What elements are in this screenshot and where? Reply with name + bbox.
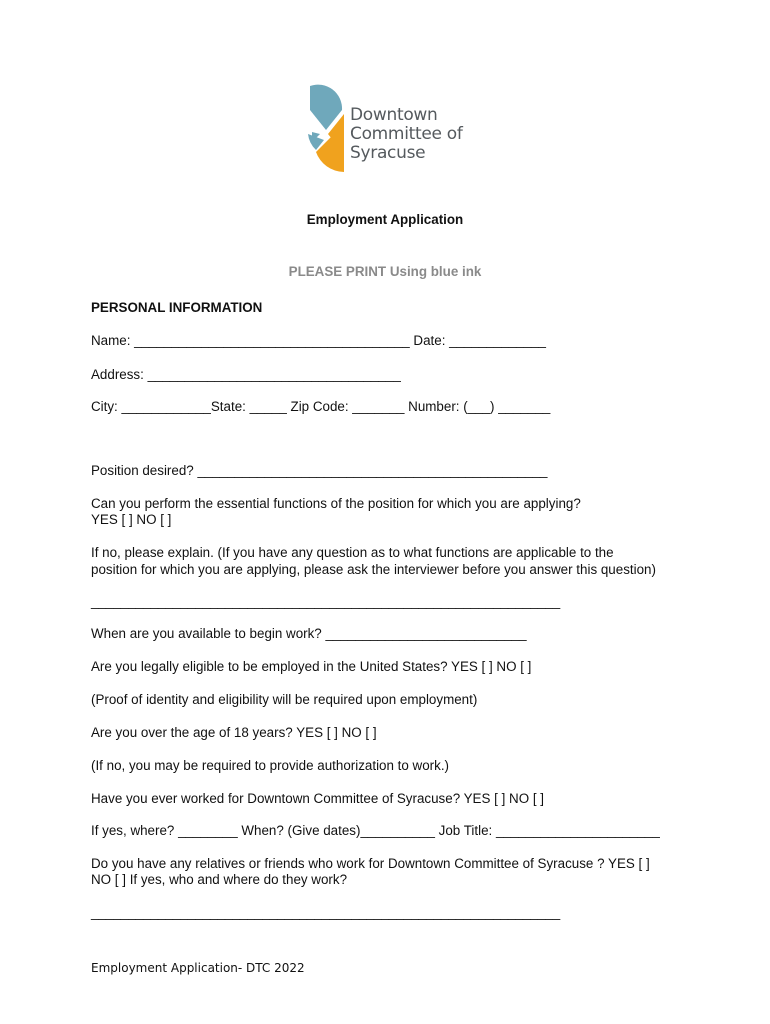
relatives-blank-line[interactable]: _______________________________________________________________ xyxy=(91,905,561,920)
section-heading: PERSONAL INFORMATION xyxy=(91,300,263,315)
where-when-title-line[interactable]: If yes, where? ________ When? (Give dates)__________ Job Title: ______________________ xyxy=(91,823,660,838)
relatives-question-2[interactable]: NO [ ] If yes, who and where do they work? xyxy=(91,872,348,887)
page-subtitle: PLEASE PRINT Using blue ink xyxy=(288,264,482,279)
proof-note: (Proof of identity and eligibility will be required upon employment) xyxy=(91,692,478,707)
position-desired-line[interactable]: Position desired? _______________________________________________ xyxy=(91,463,548,478)
essential-functions-yes-no[interactable]: YES [ ] NO [ ] xyxy=(91,512,172,527)
dtc-logo xyxy=(306,84,476,174)
explain-blank-line[interactable]: _______________________________________________________________ xyxy=(91,594,561,609)
page-title: Employment Application xyxy=(306,212,464,227)
legally-eligible-question[interactable]: Are you legally eligible to be employed in the United States? YES [ ] NO [ ] xyxy=(91,659,532,674)
logo-line-2: Committee of xyxy=(350,124,463,144)
page-footer: Employment Application- DTC 2022 xyxy=(91,961,305,975)
available-date-line[interactable]: When are you available to begin work? ___________________________ xyxy=(91,626,527,641)
authorization-note: (If no, you may be required to provide authorization to work.) xyxy=(91,758,450,773)
explain-text-2: position for which you are applying, please ask the interviewer before you answer this question) xyxy=(91,562,656,577)
logo-line-3: Syracuse xyxy=(350,143,426,163)
city-state-zip-line[interactable]: City: ____________State: _____ Zip Code: _______ Number: (___) _______ xyxy=(91,399,551,414)
essential-functions-question: Can you perform the essential functions of the position for which you are applying? xyxy=(91,496,581,511)
name-date-line[interactable]: Name: _____________________________________ Date: _____________ xyxy=(91,333,546,348)
logo-line-1: Downtown xyxy=(350,105,438,125)
worked-before-question[interactable]: Have you ever worked for Downtown Committee of Syracuse? YES [ ] NO [ ] xyxy=(91,791,544,806)
age-question[interactable]: Are you over the age of 18 years? YES [ ] NO [ ] xyxy=(91,725,377,740)
logo-wordmark xyxy=(350,106,463,163)
logo-mark-icon xyxy=(306,84,350,174)
relatives-question-1[interactable]: Do you have any relatives or friends who work for Downtown Committee of Syracuse ? YES [ ] xyxy=(91,856,650,871)
explain-text-1: If no, please explain. (If you have any question as to what functions are applicable to the xyxy=(91,545,614,560)
address-line[interactable]: Address: __________________________________ xyxy=(91,367,401,382)
